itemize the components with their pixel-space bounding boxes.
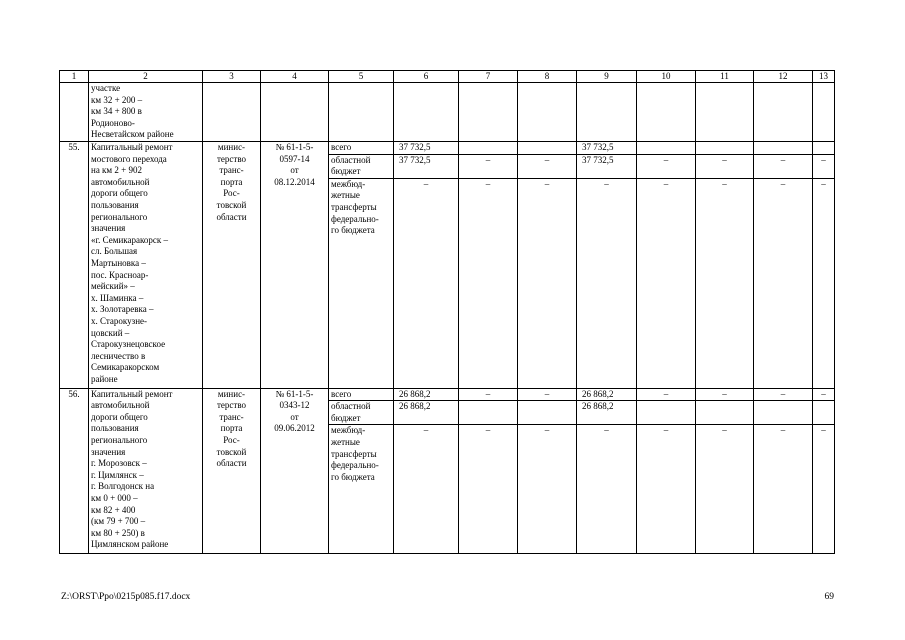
- org-line: минис-: [217, 388, 246, 399]
- amount-cell-col-12: –: [754, 154, 813, 178]
- amount-cell-col-7: [459, 142, 518, 155]
- source-line: областной: [331, 401, 371, 412]
- funding-source: [329, 178, 394, 388]
- column-number-6: 6: [394, 71, 459, 83]
- name-line: г. Морозовск –: [91, 458, 147, 469]
- name-line: Семикаракорском: [91, 362, 160, 373]
- name-line: значения: [91, 223, 126, 234]
- entry-number: 56.: [60, 388, 89, 553]
- source-line: федерально-: [331, 213, 379, 224]
- column-number-10: 10: [637, 71, 696, 83]
- amount-cell-col-8: –: [518, 178, 577, 388]
- doc-line: № 61-1-5-: [275, 142, 314, 152]
- column-number-9: 9: [577, 71, 637, 83]
- column-number-13: 13: [813, 71, 835, 83]
- name-line: км 82 + 400: [91, 504, 136, 515]
- name-line: х. Шаминка –: [91, 292, 144, 303]
- funding-source: [329, 401, 394, 425]
- footer-file-path: Z:\ORST\Ppo\0215p085.f17.docx: [61, 592, 191, 602]
- name-line: пользования: [91, 199, 139, 210]
- name-line: регионального: [91, 434, 148, 445]
- name-line: г. Цимлянск –: [91, 469, 144, 480]
- amount-cell-col-10: –: [637, 388, 696, 401]
- name-line: районе: [91, 373, 118, 384]
- org-line: Рос-: [223, 434, 240, 445]
- amount-cell-col-9: 26 868,2: [577, 401, 637, 425]
- name-line: Цимлянском районе: [91, 539, 169, 550]
- responsible-organization: [203, 388, 261, 553]
- name-line: пользования: [91, 423, 139, 434]
- amount-cell-col-8: –: [518, 388, 577, 401]
- cell-col-3: [203, 83, 261, 142]
- name-line: Несветайском районе: [91, 129, 174, 140]
- name-line: км 32 + 200 –: [91, 94, 143, 105]
- name-line: мейский» –: [91, 281, 135, 292]
- amount-cell-col-10: –: [637, 178, 696, 388]
- name-line: участке: [91, 83, 121, 93]
- cell-col-10: [637, 83, 696, 142]
- table-row: [60, 388, 835, 401]
- source-line: трансферты: [331, 201, 377, 212]
- source-line: жетные: [331, 436, 360, 447]
- name-line: мостового перехода: [91, 153, 167, 164]
- doc-line: от: [290, 411, 299, 422]
- cell-col-7: [459, 83, 518, 142]
- name-line: автомобильной: [91, 400, 150, 411]
- amount-cell-col-13: –: [813, 178, 835, 388]
- amount-cell-col-11: –: [696, 388, 754, 401]
- cell-col-4: [261, 83, 329, 142]
- amount-cell-col-8: [518, 142, 577, 155]
- amount-cell-col-12: [754, 401, 813, 425]
- amount-cell-col-11: [696, 401, 754, 425]
- amount-cell-col-9: –: [577, 425, 637, 554]
- source-line: федерально-: [331, 460, 379, 471]
- name-line: х. Старокузне-: [91, 315, 148, 326]
- name-line: сл. Большая: [91, 246, 138, 257]
- name-line: км 80 + 250) в: [91, 527, 145, 538]
- amount-cell-col-7: [459, 401, 518, 425]
- amount-cell-col-13: –: [813, 388, 835, 401]
- org-line: порта: [220, 176, 243, 187]
- source-line: го бюджета: [331, 471, 375, 482]
- org-line: терство: [216, 153, 247, 164]
- amount-cell-col-11: [696, 142, 754, 155]
- name-line: значения: [91, 446, 126, 457]
- source-line: всего: [331, 142, 352, 152]
- org-line: транс-: [219, 411, 244, 422]
- name-line: пос. Красноар-: [91, 269, 149, 280]
- org-line: минис-: [217, 142, 246, 152]
- cell-col-13: [813, 83, 835, 142]
- cell-col-12: [754, 83, 813, 142]
- column-number-3: 3: [203, 71, 261, 83]
- amount-cell-col-7: –: [459, 154, 518, 178]
- source-line: межбюд-: [331, 178, 366, 189]
- amount-cell-col-10: [637, 142, 696, 155]
- amount-cell-col-10: [637, 401, 696, 425]
- name-line: (км 79 + 700 –: [91, 516, 146, 527]
- source-line: областной: [331, 154, 371, 165]
- org-line: товской: [216, 199, 247, 210]
- org-line: области: [216, 211, 247, 222]
- name-line: Родионово-: [91, 117, 135, 128]
- org-line: терство: [216, 400, 247, 411]
- doc-line: № 61-1-5-: [275, 388, 314, 399]
- amount-cell-col-9: 26 868,2: [577, 388, 637, 401]
- amount-cell-col-11: –: [696, 178, 754, 388]
- source-line: всего: [331, 388, 352, 399]
- amount-cell-col-11: –: [696, 154, 754, 178]
- column-number-1: 1: [60, 71, 89, 83]
- name-line: км 0 + 000 –: [91, 492, 138, 503]
- cell-col-9: [577, 83, 637, 142]
- doc-line: 09.06.2012: [274, 423, 315, 434]
- org-line: области: [216, 458, 247, 469]
- amount-cell-col-13: [813, 142, 835, 155]
- source-line: бюджет: [331, 412, 361, 423]
- amount-cell-col-13: –: [813, 154, 835, 178]
- column-number-2: 2: [89, 71, 203, 83]
- amount-cell-col-7: –: [459, 388, 518, 401]
- doc-line: 0597-14: [279, 153, 310, 164]
- org-line: Рос-: [223, 188, 240, 199]
- amount-cell-col-6: –: [394, 425, 459, 554]
- amount-cell-col-6: 26 868,2: [394, 388, 459, 401]
- document-reference: [261, 388, 329, 553]
- amount-cell-col-13: –: [813, 425, 835, 554]
- name-line: «г. Семикаракорск –: [91, 234, 169, 245]
- cell-col-5: [329, 83, 394, 142]
- name-line: Капитальный ремонт: [91, 142, 173, 152]
- amount-cell-col-6: –: [394, 178, 459, 388]
- footer-page-number: 69: [824, 592, 834, 602]
- column-number-8: 8: [518, 71, 577, 83]
- amount-cell-col-10: –: [637, 425, 696, 554]
- funding-source: [329, 142, 394, 155]
- amount-cell-col-6: 37 732,5: [394, 142, 459, 155]
- name-line: цовский –: [91, 327, 130, 338]
- source-line: межбюд-: [331, 425, 366, 436]
- amount-cell-col-8: [518, 401, 577, 425]
- amount-cell-col-12: –: [754, 425, 813, 554]
- name-line: дороги общего: [91, 188, 148, 199]
- amount-cell-col-7: –: [459, 425, 518, 554]
- name-line: Капитальный ремонт: [91, 388, 173, 399]
- doc-line: от: [290, 165, 299, 176]
- org-line: порта: [220, 423, 243, 434]
- amount-cell-col-9: 37 732,5: [577, 154, 637, 178]
- name-line: г. Волгодонск на: [91, 481, 155, 492]
- amount-cell-col-7: –: [459, 178, 518, 388]
- name-line: автомобильной: [91, 176, 150, 187]
- table-row-continuation: [60, 83, 835, 142]
- cell-col-6: [394, 83, 459, 142]
- cell-col-2: [89, 83, 203, 142]
- entry-number: 55.: [60, 142, 89, 389]
- amount-cell-col-11: –: [696, 425, 754, 554]
- source-line: трансферты: [331, 448, 377, 459]
- cell-col-11: [696, 83, 754, 142]
- name-line: дороги общего: [91, 411, 148, 422]
- amount-cell-col-10: –: [637, 154, 696, 178]
- amount-cell-col-9: –: [577, 178, 637, 388]
- amount-cell-col-12: [754, 142, 813, 155]
- name-line: регионального: [91, 211, 148, 222]
- object-name: [89, 388, 203, 553]
- table-row: [60, 142, 835, 155]
- table-body: [60, 71, 835, 554]
- name-line: х. Золотаревка –: [91, 304, 154, 315]
- name-line: на км 2 + 902: [91, 165, 142, 176]
- name-line: Старокузнецовское: [91, 339, 166, 350]
- amount-cell-col-8: –: [518, 425, 577, 554]
- document-reference: [261, 142, 329, 389]
- responsible-organization: [203, 142, 261, 389]
- source-line: жетные: [331, 190, 360, 201]
- amount-cell-col-9: 37 732,5: [577, 142, 637, 155]
- amount-cell-col-12: –: [754, 178, 813, 388]
- column-number-row: [60, 71, 835, 83]
- name-line: Мартыновка –: [91, 257, 146, 268]
- amount-cell-col-8: –: [518, 154, 577, 178]
- source-line: бюджет: [331, 166, 361, 177]
- name-line: лесничество в: [91, 350, 146, 361]
- amount-cell-col-12: –: [754, 388, 813, 401]
- cell-col-1: [60, 83, 89, 142]
- funding-source: [329, 388, 394, 401]
- org-line: товской: [216, 446, 247, 457]
- amount-cell-col-6: 26 868,2: [394, 401, 459, 425]
- funding-source: [329, 425, 394, 554]
- name-line: км 34 + 800 в: [91, 106, 142, 117]
- cell-col-8: [518, 83, 577, 142]
- org-line: транс-: [219, 165, 244, 176]
- program-table: [59, 70, 835, 554]
- column-number-4: 4: [261, 71, 329, 83]
- doc-line: 0343-12: [279, 400, 310, 411]
- column-number-5: 5: [329, 71, 394, 83]
- object-name: [89, 142, 203, 389]
- source-line: го бюджета: [331, 225, 375, 236]
- doc-line: 08.12.2014: [274, 176, 315, 187]
- column-number-7: 7: [459, 71, 518, 83]
- amount-cell-col-13: [813, 401, 835, 425]
- amount-cell-col-6: 37 732,5: [394, 154, 459, 178]
- column-number-12: 12: [754, 71, 813, 83]
- column-number-11: 11: [696, 71, 754, 83]
- funding-source: [329, 154, 394, 178]
